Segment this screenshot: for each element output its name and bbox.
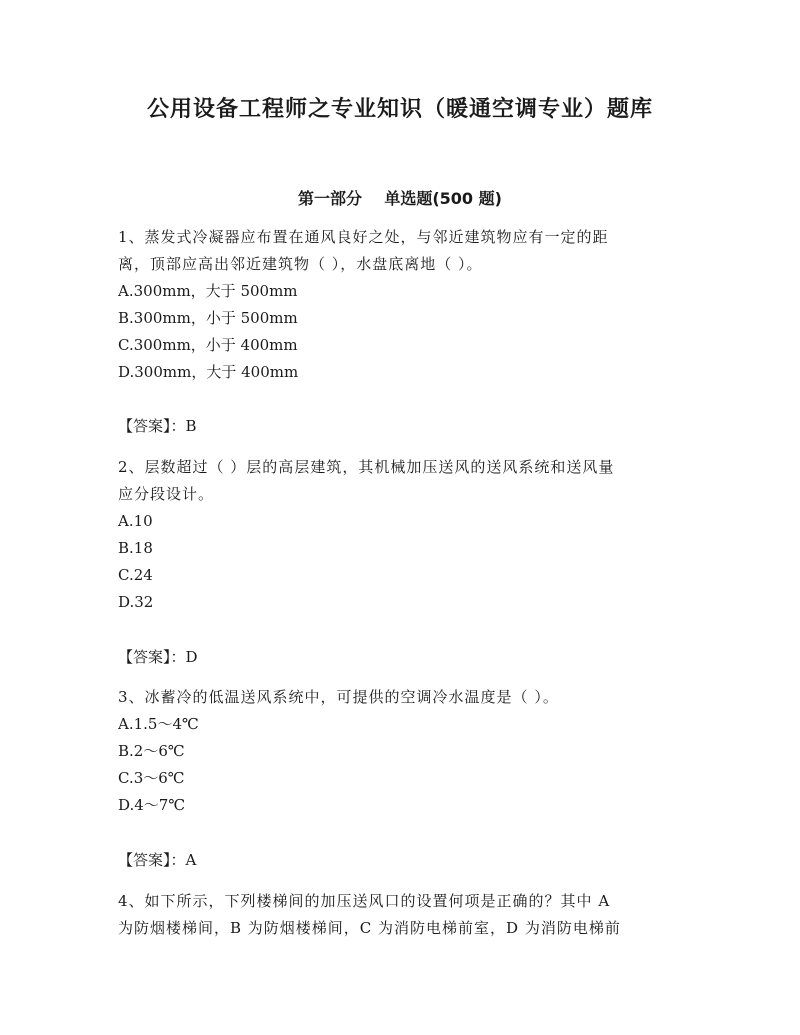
question-2-option-b: B.18 — [118, 539, 153, 557]
section-heading: 第一部分 单选题(500 题) — [298, 189, 502, 208]
question-1-option-d: D.300mm，大于 400mm — [118, 363, 299, 381]
question-3-stem-line-1: 3、冰蓄冷的低温送风系统中，可提供的空调冷水温度是（ ）。 — [118, 688, 559, 706]
question-4-stem-line-1: 4、如下所示，下列楼梯间的加压送风口的设置何项是正确的？其中 A — [118, 892, 611, 910]
question-1-option-a: A.300mm，大于 500mm — [118, 282, 298, 300]
question-1-stem-line-2: 离，顶部应高出邻近建筑物（ ），水盘底离地（ ）。 — [118, 255, 483, 273]
question-2-stem-line-1: 2、层数超过（ ）层的高层建筑，其机械加压送风的送风系统和送风量 — [118, 458, 615, 476]
question-2-option-d: D.32 — [118, 593, 154, 611]
question-3-option-a: A.1.5～4℃ — [118, 715, 199, 733]
question-3-option-b: B.2～6℃ — [118, 742, 185, 760]
question-4-stem-line-2: 为防烟楼梯间，B 为防烟楼梯间，C 为消防电梯前室，D 为消防电梯前 — [118, 919, 621, 937]
question-1-stem-line-1: 1、蒸发式冷凝器应布置在通风良好之处，与邻近建筑物应有一定的距 — [118, 228, 609, 246]
question-2-option-c: C.24 — [118, 566, 153, 584]
question-3-answer: 【答案】：A — [118, 851, 197, 869]
document-title: 公用设备工程师之专业知识（暖通空调专业）题库 — [146, 97, 653, 122]
question-3-option-d: D.4～7℃ — [118, 796, 186, 814]
question-1-option-b: B.300mm，小于 500mm — [118, 309, 298, 327]
question-2-option-a: A.10 — [118, 512, 153, 530]
question-3-option-c: C.3～6℃ — [118, 769, 185, 787]
question-1-option-c: C.300mm，小于 400mm — [118, 336, 298, 354]
question-2-stem-line-2: 应分段设计。 — [118, 485, 215, 503]
question-1-answer: 【答案】：B — [118, 417, 197, 435]
question-2-answer: 【答案】：D — [118, 648, 198, 666]
